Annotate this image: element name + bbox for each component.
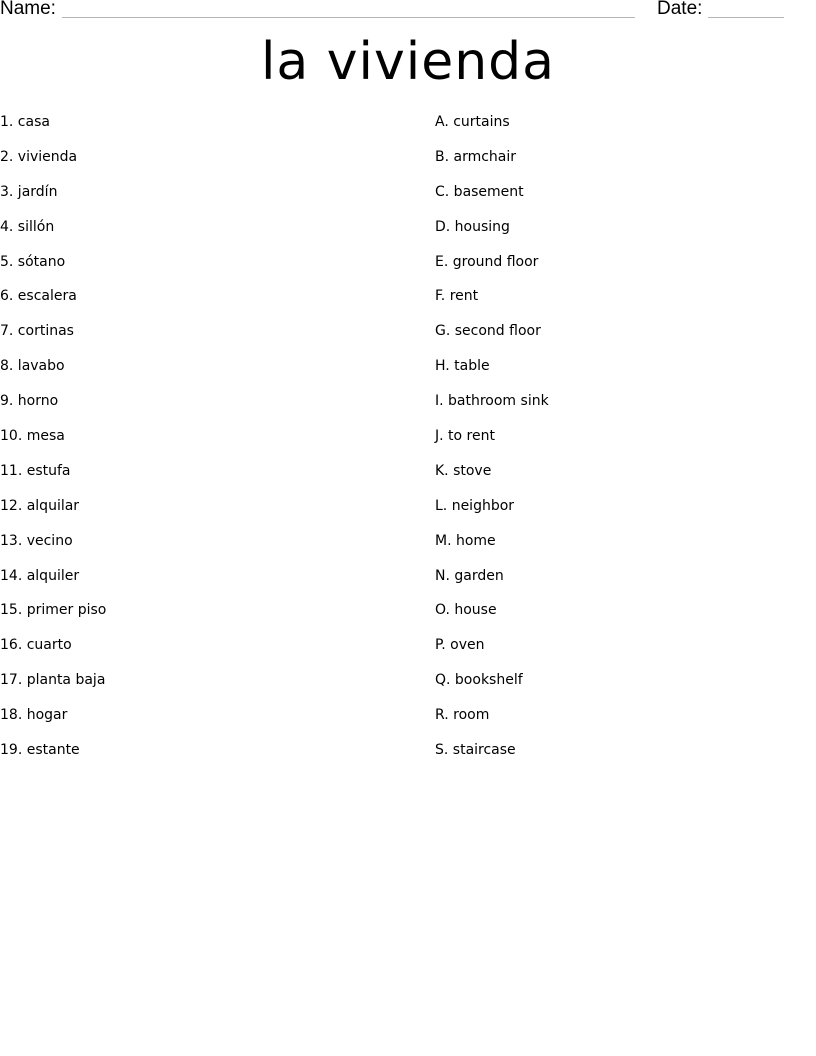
term-item: 4. sillón [0,218,55,235]
definition-item: B. armchair [435,148,517,165]
term-item: 12. alquilar [0,497,80,514]
term-item: 11. estufa [0,462,71,479]
definition-item: D. housing [435,218,510,235]
term-item: 6. escalera [0,288,77,305]
definition-item: C. basement [435,183,524,200]
definition-item: F. rent [435,288,479,305]
term-item: 19. estante [0,742,80,759]
term-item: 5. sótano [0,253,66,270]
name-blank-line [62,17,635,18]
definition-item: J. to rent [435,428,495,445]
term-item: 1. casa [0,114,50,130]
name-label: Name: [0,0,56,19]
term-item: 9. horno [0,393,59,410]
term-item: 8. lavabo [0,358,65,375]
term-item: 3. jardín [0,183,58,200]
definition-item: M. home [435,532,496,549]
definition-item: K. stove [435,462,492,479]
term-item: 10. mesa [0,428,65,445]
definition-item: Q. bookshelf [435,672,523,689]
definition-item: S. staircase [435,742,516,759]
term-item: 18. hogar [0,707,68,724]
date-blank-line [708,17,784,18]
definition-item: A. curtains [435,114,510,130]
page-title: la vivienda [260,32,556,92]
definition-item: E. ground floor [435,253,539,270]
definition-item: H. table [435,358,490,375]
definition-item: O. house [435,602,497,619]
term-item: 16. cuarto [0,637,72,654]
definition-item: R. room [435,707,490,724]
english-definitions-list [435,112,549,775]
definition-item: N. garden [435,567,504,584]
term-item: 17. planta baja [0,672,106,689]
date-label: Date: [657,0,703,19]
term-item: 15. primer piso [0,602,107,619]
definition-item: L. neighbor [435,497,515,514]
definition-item: I. bathroom sink [435,393,549,410]
term-item: 14. alquiler [0,567,80,584]
term-item: 13. vecino [0,532,73,549]
spanish-terms-list [0,112,106,775]
worksheet-header [0,0,816,24]
term-item: 2. vivienda [0,148,78,165]
definition-item: P. oven [435,637,485,654]
definition-item: G. second floor [435,323,541,340]
term-item: 7. cortinas [0,323,74,340]
